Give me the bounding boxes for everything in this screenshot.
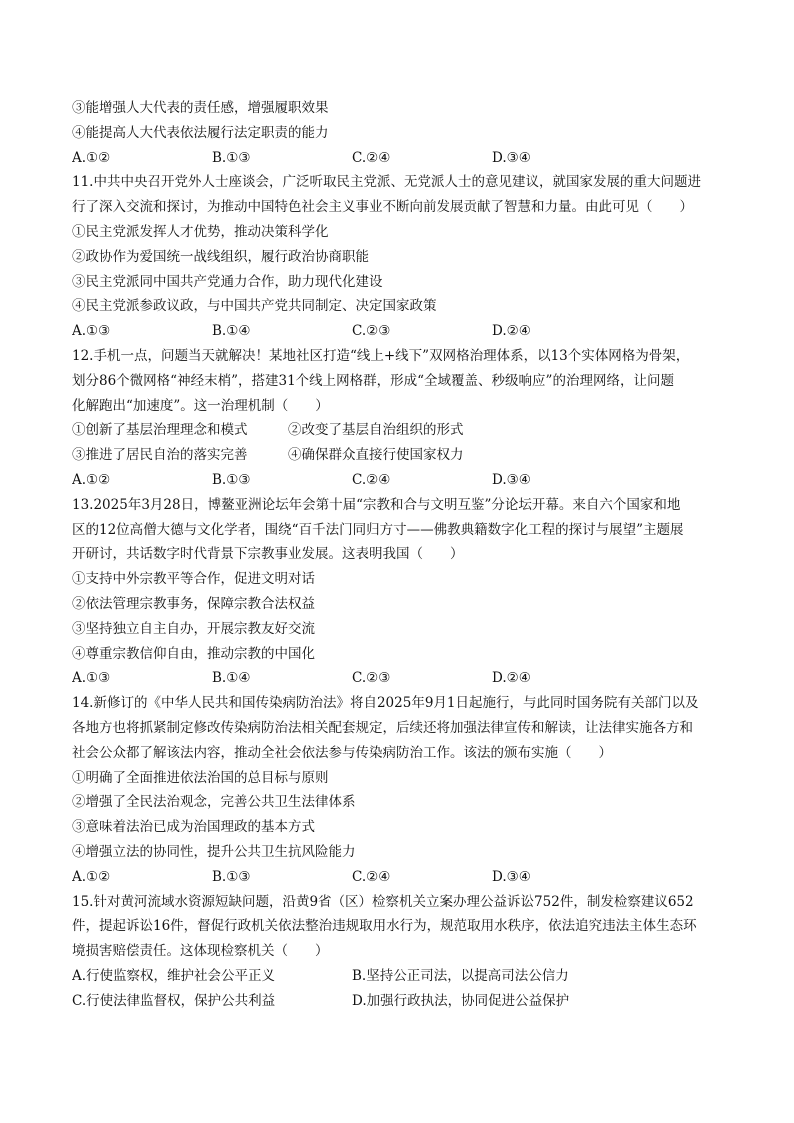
q11-item-3: ③民主党派同中国共产党通力合作，助力现代化建设 [72, 273, 383, 290]
q11-option-a: A.①③ [72, 323, 111, 340]
q10-options [72, 146, 722, 171]
q15-option-d: D.加强行政执法，协同促进公益保护 [352, 992, 570, 1009]
q12-option-c: C.②④ [352, 471, 391, 488]
q10-option-d: D.③④ [492, 149, 531, 166]
q15-option-c: C.行使法律监督权，保护公共利益 [72, 992, 276, 1009]
q12-option-a: A.①② [72, 471, 111, 488]
q12-items-2: ③推进了居民自治的落实完善 ④确保群众直接行使国家权力 [72, 447, 464, 464]
q12-stem-1: 12.手机一点，问题当天就解决！某地社区打造“线上+线下”双网格治理体系，以13个实体网格为骨架， [72, 347, 690, 364]
q15-option-b: B.坚持公正司法，以提高司法公信力 [352, 967, 569, 984]
q11-item-4: ④民主党派参政议政，与中国共产党共同制定、决定国家政策 [72, 298, 437, 315]
q13-stem-1: 13.2025年3月28日，博鳌亚洲论坛年会第十届“宗教和合与文明互鉴”分论坛开幕。来自六个国家和地 [72, 496, 681, 513]
q12-items-1: ①创新了基层治理理念和模式 ②改变了基层自治组织的形式 [72, 422, 464, 439]
q12-stem-3: 化解跑出“加速度”。这一治理机制（ ） [72, 397, 329, 414]
q10-item-3: ③能增强人大代表的责任感，增强履职效果 [72, 100, 329, 116]
q13-option-b: B.①④ [212, 670, 251, 687]
q13-stem-3: 开研讨，共话数字时代背景下宗教事业发展。这表明我国（ ） [72, 546, 464, 563]
q13-item-2: ②依法管理宗教事务，保障宗教合法权益 [72, 595, 315, 612]
q13-options [72, 666, 722, 691]
q14-option-c: C.②④ [352, 868, 391, 885]
q11-item-2: ②政协作为爱国统一战线组织，履行政治协商职能 [72, 248, 369, 265]
q13-option-d: D.②④ [492, 670, 531, 687]
q10-option-b: B.①③ [212, 149, 251, 166]
q14-stem-1: 14.新修订的《中华人民共和国传染病防治法》将自2025年9月1日起施行，与此同时国务院有关部门以及 [72, 695, 699, 712]
q15-option-a: A.行使监察权，维护社会公平正义 [72, 967, 276, 984]
q10-option-c: C.②④ [352, 149, 391, 166]
q12-stem-2: 划分86个微网格“神经末梢”，搭建31个线上网格群，形成“全域覆盖、秒级响应”的治理网络，让问题 [72, 372, 674, 389]
q14-item-3: ③意味着法治已成为治国理政的基本方式 [72, 819, 315, 836]
q13-option-a: A.①③ [72, 670, 111, 687]
q12-option-d: D.③④ [492, 471, 531, 488]
q14-options [72, 865, 722, 890]
q15-options-cd [72, 989, 722, 1014]
q10-option-a: A.①② [72, 149, 111, 166]
q11-stem-2: 行了深入交流和探讨，为推动中国特色社会主义事业不断向前发展贡献了智慧和力量。由此可见（ ） [72, 199, 693, 216]
q15-stem-3: 境损害赔偿责任。这体现检察机关（ ） [72, 943, 329, 960]
q14-item-1: ①明确了全面推进依法治国的总目标与原则 [72, 769, 329, 786]
q11-options [72, 319, 722, 344]
q14-item-4: ④增强立法的协同性，提升公共卫生抗风险能力 [72, 843, 356, 860]
q15-stem-2: 件，提起诉讼16件，督促行政机关依法整治违规取用水行为，规范取用水秩序，依法追究违法主体生态环 [72, 918, 697, 935]
q14-stem-3: 社会公众都了解该法内容，推动全社会依法参与传染病防治工作。该法的颁布实施（ ） [72, 744, 612, 761]
q14-option-a: A.①② [72, 868, 111, 885]
q14-stem-2: 各地方也将抓紧制定修改传染病防治法相关配套规定，后续还将加强法律宣传和解读，让法律实施各方和 [72, 719, 693, 736]
q14-option-d: D.③④ [492, 868, 531, 885]
q13-item-4: ④尊重宗教信仰自由，推动宗教的中国化 [72, 645, 315, 662]
q14-item-2: ②增强了全民法治观念，完善公共卫生法律体系 [72, 794, 356, 811]
exam-page [72, 96, 722, 1013]
q11-option-b: B.①④ [212, 323, 251, 340]
q11-stem-1: 11.中共中央召开党外人士座谈会，广泛听取民主党派、无党派人士的意见建议，就国家发展的重大问题进 [72, 174, 701, 191]
q11-item-1: ①民主党派发挥人才优势，推动决策科学化 [72, 223, 329, 240]
q10-item-4: ④能提高人大代表依法履行法定职责的能力 [72, 124, 329, 141]
q14-option-b: B.①③ [212, 868, 251, 885]
q13-stem-2: 区的12位高僧大德与文化学者，围绕“百千法门同归方寸——佛教典籍数字化工程的探讨与展望”主题展 [72, 521, 684, 538]
q15-options-ab [72, 964, 722, 989]
q13-option-c: C.②③ [352, 670, 391, 687]
q12-option-b: B.①③ [212, 471, 251, 488]
q15-stem-1: 15.针对黄河流域水资源短缺问题，沿黄9省（区）检察机关立案办理公益诉讼752件，制发检察建议652 [72, 893, 694, 910]
q13-item-3: ③坚持独立自主自办，开展宗教友好交流 [72, 620, 315, 637]
q12-options [72, 468, 722, 493]
q11-option-c: C.②③ [352, 323, 391, 340]
q13-item-1: ①支持中外宗教平等合作，促进文明对话 [72, 571, 315, 588]
q11-option-d: D.②④ [492, 323, 531, 340]
